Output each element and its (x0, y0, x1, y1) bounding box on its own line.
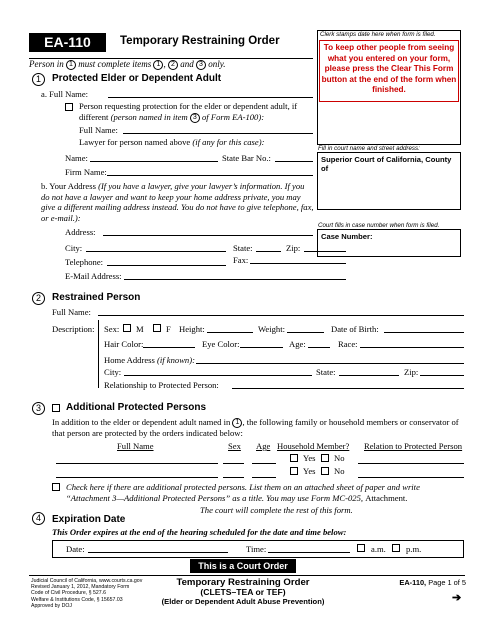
elder-full-name-label: a. Full Name: (41, 89, 89, 99)
col-age: Age (256, 441, 271, 451)
court-completes-note: The court will complete the rest of this form. (200, 505, 353, 515)
elder-full-name-field[interactable] (108, 97, 313, 98)
col-household: Household Member? (277, 441, 350, 451)
relationship-field[interactable] (232, 388, 464, 389)
col-full-name: Full Name (117, 441, 154, 451)
clerk-stamp-box: Clerk stamps date here when form is filed. (317, 30, 461, 145)
section-2-heading: Restrained Person (52, 292, 141, 303)
zip-label: Zip: (286, 243, 301, 253)
restrained-full-name-field[interactable] (98, 315, 464, 316)
pm-checkbox[interactable] (392, 544, 400, 552)
court-name-label: Fill in court name and street address: (318, 145, 420, 152)
person-1-no-checkbox[interactable] (321, 454, 329, 462)
footer-center: Temporary Restraining Order (CLETS–TEA or TEF) (Elder or Dependent Adult Abuse Prevention) (161, 577, 325, 607)
more-persons-checkbox[interactable] (52, 483, 60, 491)
section-2-number: 2 (32, 292, 45, 305)
person-2-no-checkbox[interactable] (321, 467, 329, 475)
fax-field[interactable] (250, 263, 346, 264)
address-label: Address: (65, 227, 96, 237)
time-label: Time: (246, 544, 267, 554)
lawyer-label: Lawyer for person named above (if any for this case): (79, 137, 265, 147)
restrained-zip-label: Zip: (404, 367, 419, 377)
firm-name-field[interactable] (107, 175, 313, 176)
section-1-number: 1 (32, 73, 45, 86)
case-number-box[interactable] (317, 229, 461, 257)
col-sex: Sex (228, 441, 241, 451)
sex-male-label: M (136, 324, 144, 334)
am-checkbox[interactable] (357, 544, 365, 552)
lawyer-name-field[interactable] (90, 161, 218, 162)
requester-checkbox[interactable] (65, 103, 73, 111)
lawyer-name-label: Name: (65, 153, 88, 163)
dob-field[interactable] (384, 332, 464, 333)
address-field[interactable] (103, 235, 313, 236)
state-bar-label: State Bar No.: (222, 153, 271, 163)
home-address-label: Home Address (if known): (104, 355, 195, 365)
court-name-text: Superior Court of California, County of (321, 155, 452, 173)
person-1-age-field[interactable] (252, 463, 276, 464)
section-4-heading: Expiration Date (52, 514, 126, 525)
description-bracket (98, 320, 99, 388)
hearing-time-field[interactable] (268, 552, 350, 553)
restrained-full-name-label: Full Name: (52, 307, 91, 317)
section-3-intro: In addition to the elder or dependent adult named in 1 , the following family or household members or conservator of that person are protected by the orders indicated below: (52, 417, 459, 439)
person-1-name-field[interactable] (56, 463, 218, 464)
additional-persons-checkbox[interactable] (52, 404, 60, 412)
state-bar-field[interactable] (275, 161, 313, 162)
instruction-line: Person in 1 must complete items 1 , 2 and 3 only. (29, 59, 226, 69)
sex-male-checkbox[interactable] (123, 324, 131, 332)
city-field[interactable] (86, 251, 226, 252)
race-label: Race: (338, 339, 358, 349)
sex-label: Sex: (104, 324, 120, 334)
footer-page: EA-110, Page 1 of 5 (399, 578, 466, 587)
person-2-relationship-field[interactable] (358, 477, 464, 478)
person-1-yes-checkbox[interactable] (290, 454, 298, 462)
hair-color-label: Hair Color: (104, 339, 144, 349)
eye-color-label: Eye Color: (202, 339, 240, 349)
height-field[interactable] (207, 332, 253, 333)
state-field[interactable] (256, 251, 281, 252)
age-label: Age: (289, 339, 306, 349)
race-field[interactable] (360, 347, 464, 348)
email-label: E-Mail Address: (65, 271, 122, 281)
person-1-no-label: No (334, 453, 345, 463)
restrained-city-field[interactable] (124, 375, 312, 376)
city-label: City: (65, 243, 83, 253)
person-2-name-field[interactable] (56, 477, 218, 478)
next-page-arrow-icon[interactable]: ➔ (452, 592, 462, 604)
form-title: Temporary Restraining Order (120, 35, 280, 47)
state-label: State: (233, 243, 253, 253)
am-label: a.m. (371, 544, 386, 554)
court-name-box[interactable] (317, 152, 461, 210)
telephone-field[interactable] (107, 265, 226, 266)
case-number-instruction: Court fills in case number when form is filed. (318, 222, 440, 229)
description-label: Description: (52, 324, 95, 334)
address-instructions: b. Your Address (If you have a lawyer, give your lawyer’s information. If you do not have a lawyer and want to keep your home address private, you may give a different mailing address instead. You do not have to give telephone, fax, or e-mail.): (41, 181, 314, 223)
sex-female-label: F (166, 324, 171, 334)
person-1-yes-label: Yes (303, 453, 316, 463)
requester-text: Person requesting protection for the elder or dependent adult, if different (person named in item 3 of Form EA-100): (79, 101, 298, 122)
expires-text: This Order expires at the end of the hearing scheduled for the date and time below: (52, 527, 347, 537)
date-label: Date: (66, 544, 85, 554)
section-1-heading: Protected Elder or Dependent Adult (52, 73, 222, 84)
footer-left: Judicial Council of California, www.courts.ca.gov Revised January 1, 2012, Mandatory Form Code of Civil Procedure, § 527.6 Welfare & Institutions Code, § 15657.03 Approved by DOJ (31, 578, 143, 609)
form-code: EA-110 (29, 33, 106, 52)
email-field[interactable] (124, 279, 346, 280)
weight-label: Weight: (258, 324, 285, 334)
age-field[interactable] (308, 347, 330, 348)
person-1-relationship-field[interactable] (358, 463, 464, 464)
home-address-field[interactable] (196, 363, 464, 364)
section-3-number: 3 (32, 402, 45, 415)
hearing-date-field[interactable] (88, 552, 228, 553)
firm-name-label: Firm Name: (65, 167, 107, 177)
pm-label: p.m. (406, 544, 422, 554)
footer-rule (29, 575, 465, 576)
dob-label: Date of Birth: (331, 324, 379, 334)
case-number-label: Case Number: (321, 232, 373, 241)
zip-field[interactable] (304, 251, 346, 252)
telephone-label: Telephone: (65, 257, 104, 267)
person-2-sex-field[interactable] (223, 477, 244, 478)
fax-label: Fax: (233, 255, 249, 265)
eye-color-field[interactable] (240, 347, 283, 348)
col-relationship: Relation to Protected Person (364, 441, 463, 451)
section-3-heading: Additional Protected Persons (66, 402, 207, 413)
person-2-yes-checkbox[interactable] (290, 467, 298, 475)
restrained-city-label: City: (104, 367, 122, 377)
requester-full-name-field[interactable] (123, 133, 313, 134)
clear-form-notice: To keep other people from seeing what you entered on your form, please press the Clear This Form button at the end of the form when finished. (319, 40, 459, 102)
weight-field[interactable] (287, 332, 324, 333)
more-persons-text: Check here if there are additional protected persons. List them on an attached sheet of paper and write “Attachment 3—Additional Protected Persons” as a title. You may use Form MC-025, Attachment. (66, 482, 420, 503)
restrained-zip-field[interactable] (420, 375, 464, 376)
section-4-number: 4 (32, 512, 45, 525)
restrained-state-label: State: (316, 367, 336, 377)
height-label: Height: (179, 324, 205, 334)
person-2-no-label: No (334, 466, 345, 476)
person-2-yes-label: Yes (303, 466, 316, 476)
restrained-state-field[interactable] (339, 375, 399, 376)
court-order-banner: This is a Court Order (190, 559, 296, 573)
person-2-age-field[interactable] (252, 477, 276, 478)
requester-full-name-label: Full Name: (79, 125, 118, 135)
relationship-label: Relationship to Protected Person: (104, 380, 219, 390)
hair-color-field[interactable] (143, 347, 195, 348)
person-1-sex-field[interactable] (223, 463, 244, 464)
sex-female-checkbox[interactable] (153, 324, 161, 332)
